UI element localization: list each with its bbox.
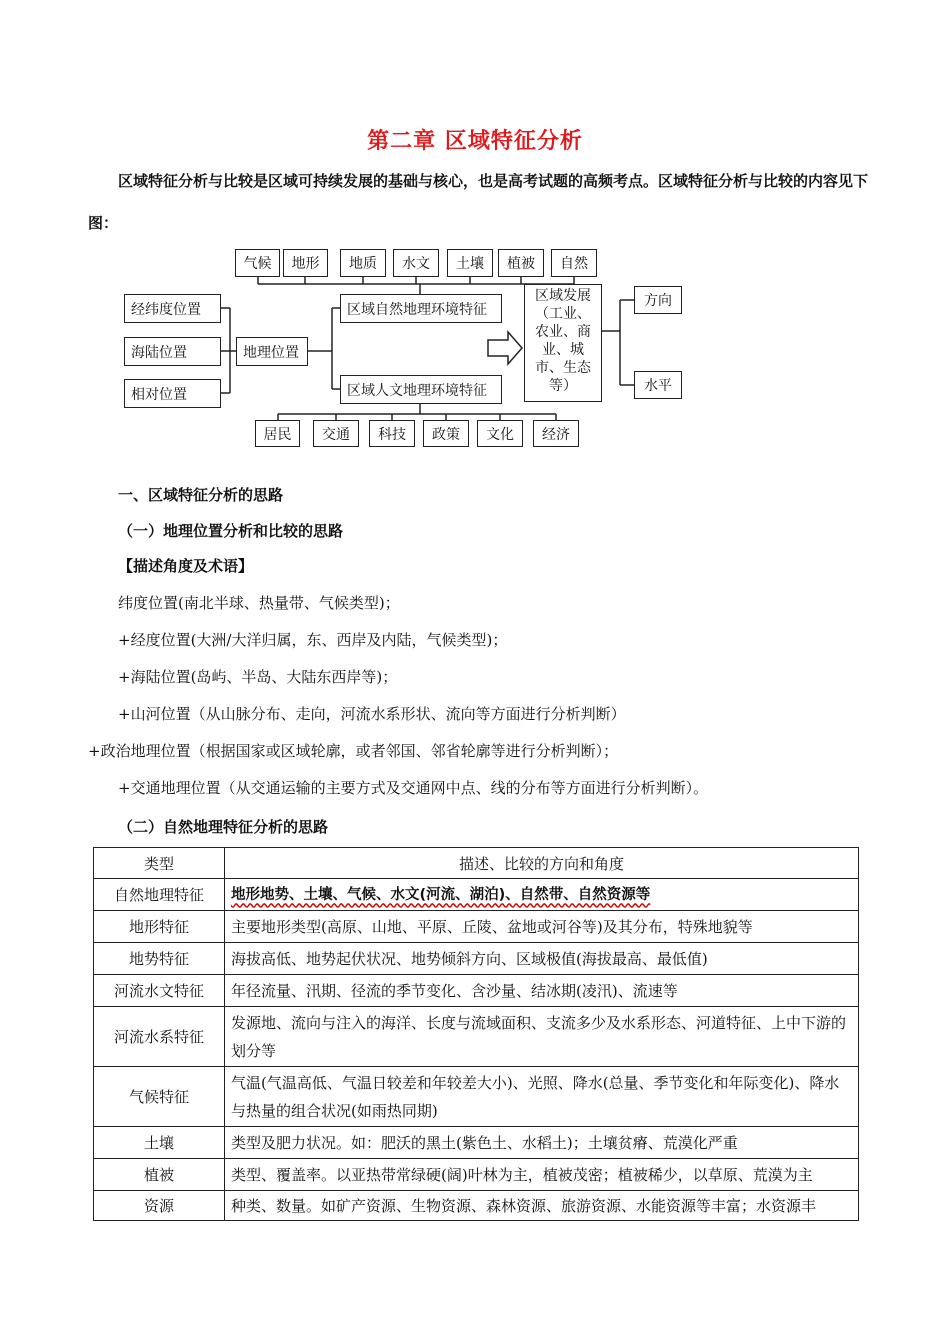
bottom-box-transport: 交通	[313, 420, 359, 447]
intro-paragraph: 区域特征分析与比较是区域可持续发展的基础与核心，也是高考试题的高频考点。区域特征分析与比较的内容见下图：	[88, 172, 869, 232]
table-cell-desc: 年径流量、汛期、径流的季节变化、含沙量、结冰期(凌汛)、流速等	[225, 975, 859, 1007]
subsection-heading-2: （二）自然地理特征分析的思路	[118, 818, 329, 836]
table-header-row	[94, 848, 859, 879]
section-heading-1: 一、区域特征分析的思路	[118, 486, 284, 504]
top-box-hydrology: 水文	[393, 249, 439, 277]
table-cell-type: 植被	[94, 1159, 225, 1191]
terms-heading: 【描述角度及术语】	[118, 557, 254, 575]
table-cell-type: 土壤	[94, 1127, 225, 1159]
table-row	[94, 1191, 859, 1221]
table-cell-desc: 气温(气温高低、气温日较差和年较差大小)、光照、降水(总量、季节变化和年际变化)、降水与热量的组合状况(如雨热同期)	[225, 1067, 859, 1127]
table-cell-desc: 发源地、流向与注入的海洋、长度与流域面积、支流多少及水系形态、河道特征、上中下游的划分等	[225, 1007, 859, 1067]
box-geo-location: 地理位置	[236, 337, 308, 366]
natural-features-table	[93, 847, 859, 1221]
subsection-heading-1: （一）地理位置分析和比较的思路	[118, 522, 344, 540]
table-row	[94, 1007, 859, 1067]
box-sea-land-location: 海陆位置	[124, 337, 221, 366]
table-row	[94, 943, 859, 975]
box-direction: 方向	[634, 286, 682, 314]
bottom-box-culture: 文化	[477, 420, 523, 447]
table-cell-type: 河流水系特征	[94, 1007, 225, 1067]
table-row	[94, 975, 859, 1007]
term-line-longitude: +经度位置(大洲/大洋归属，东、西岸及内陆，气候类型)；	[118, 631, 508, 649]
top-box-terrain: 地形	[283, 249, 328, 277]
table-row	[94, 1127, 859, 1159]
box-latlon-location: 经纬度位置	[124, 294, 221, 323]
top-box-soil: 土壤	[447, 249, 493, 277]
concept-diagram	[0, 240, 950, 450]
table-cell-type: 地势特征	[94, 943, 225, 975]
term-line-political: +政治地理位置（根据国家或区域轮廓，或者邻国、邻省轮廓等进行分析判断）；	[88, 742, 619, 760]
table-cell-desc: 主要地形类型(高原、山地、平原、丘陵、盆地或河谷等)及其分布，特殊地貌等	[225, 911, 859, 943]
top-box-vegetation: 植被	[498, 249, 544, 277]
table-row	[94, 879, 859, 911]
box-human-env: 区域人文地理环境特征	[340, 375, 502, 404]
table-cell-type: 气候特征	[94, 1067, 225, 1127]
bottom-box-residents: 居民	[255, 420, 300, 447]
table-header-type: 类型	[94, 848, 225, 879]
table-cell-desc: 海拔高低、地势起伏状况、地势倾斜方向、区域极值(海拔最高、最低值)	[225, 943, 859, 975]
table-cell-type: 自然地理特征	[94, 879, 225, 911]
table-row	[94, 1159, 859, 1191]
top-box-nature: 自然	[551, 249, 597, 277]
table-cell-desc: 种类、数量。如矿产资源、生物资源、森林资源、旅游资源、水能资源等丰富；水资源丰	[225, 1191, 859, 1221]
term-line-transport: +交通地理位置（从交通运输的主要方式及交通网中点、线的分布等方面进行分析判断）。	[118, 779, 709, 797]
box-natural-env: 区域自然地理环境特征	[340, 294, 502, 323]
term-line-sea-land: +海陆位置(岛屿、半岛、大陆东西岸等)；	[118, 668, 398, 686]
table-row	[94, 1067, 859, 1127]
bottom-box-technology: 科技	[369, 420, 415, 447]
table-cell-type: 地形特征	[94, 911, 225, 943]
top-box-climate: 气候	[235, 249, 280, 277]
page-title: 第二章 区域特征分析	[367, 129, 583, 154]
term-line-mountain-river: +山河位置（从山脉分布、走向，河流水系形状、流向等方面进行分析判断）	[118, 705, 626, 723]
table-cell-desc: 类型及肥力状况。如：肥沃的黑土(紫色土、水稻土)；土壤贫瘠、荒漠化严重	[225, 1127, 859, 1159]
top-box-geology: 地质	[340, 249, 386, 277]
table-cell-type: 河流水文特征	[94, 975, 225, 1007]
term-line-latitude: 纬度位置(南北半球、热量带、气候类型)；	[118, 594, 400, 612]
table-header-desc: 描述、比较的方向和角度	[225, 848, 859, 879]
bottom-box-policy: 政策	[423, 420, 469, 447]
table-cell-desc: 地形地势、土壤、气候、水文(河流、湖泊)、自然带、自然资源等	[225, 879, 859, 911]
box-relative-location: 相对位置	[124, 379, 221, 408]
table-cell-desc: 类型、覆盖率。以亚热带常绿硬(阔)叶林为主，植被茂密；植被稀少，以草原、荒漠为主	[225, 1159, 859, 1191]
bottom-box-economy: 经济	[533, 420, 579, 447]
box-regional-development: 区域发展（工业、农业、商业、城市、生态等）	[524, 284, 602, 402]
table-row	[94, 911, 859, 943]
table-cell-type: 资源	[94, 1191, 225, 1221]
box-level: 水平	[634, 371, 682, 399]
